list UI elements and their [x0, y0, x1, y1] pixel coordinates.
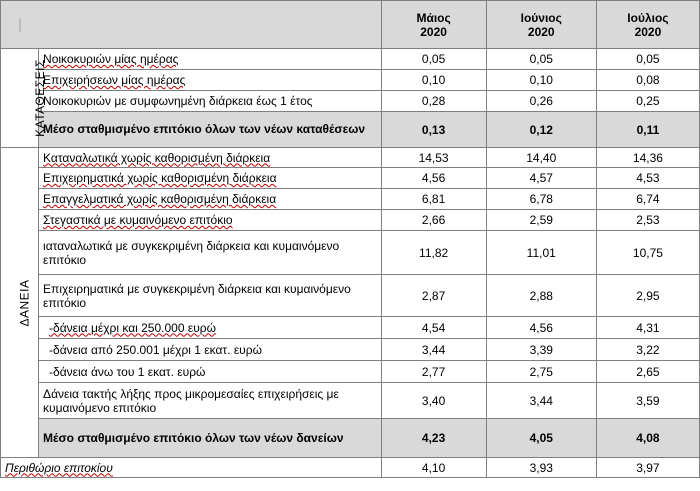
cell-value: 2,65 — [596, 361, 699, 383]
cell-value: 2,53 — [596, 210, 699, 231]
cell-value: 0,10 — [381, 70, 486, 91]
cell-value: 3,97 — [596, 458, 699, 478]
cell-value: 4,56 — [381, 168, 486, 189]
cell-value: 11,82 — [381, 231, 486, 275]
row-label: Μέσο σταθμισμένο επιτόκιο όλων των νέων καταθέσεων — [39, 112, 381, 148]
table-row — [1, 49, 700, 70]
header-month-2: Ιούνιος 2020 — [486, 1, 596, 49]
cell-value: 6,81 — [381, 189, 486, 210]
cell-value: 3,93 — [486, 458, 596, 478]
table-row — [1, 339, 700, 361]
row-label: Μέσο σταθμισμένο επιτόκιο όλων των νέων δανείων — [39, 419, 381, 458]
cell-value: 3,44 — [381, 339, 486, 361]
cell-value: 4,53 — [596, 168, 699, 189]
cell-value: 2,59 — [486, 210, 596, 231]
table-row — [1, 70, 700, 91]
row-label: Επιχειρήσεων μίας ημέρας — [43, 73, 186, 87]
table-row — [1, 361, 700, 383]
cell-value: 4,31 — [596, 317, 699, 339]
cell-value: 4,56 — [486, 317, 596, 339]
cell-value: 2,77 — [381, 361, 486, 383]
row-label: -δάνεια μέχρι και 250.000 ευρώ — [49, 320, 216, 335]
cell-value: 0,05 — [596, 49, 699, 70]
table-row — [1, 317, 700, 339]
row-label: Επαγγελματικά χωρίς καθορισμένη διάρκεια — [43, 192, 277, 206]
table-row — [1, 189, 700, 210]
row-label: Νοικοκυριών με συμφωνημένη διάρκεια έως 1 έτος — [39, 91, 381, 112]
cell-value: 10,75 — [596, 231, 699, 275]
deposits-average-row — [1, 112, 700, 148]
cell-value: 0,05 — [486, 49, 596, 70]
table-row — [1, 383, 700, 419]
cell-value: 0,26 — [486, 91, 596, 112]
row-label: Δάνεια τακτής λήξης προς μικρομεσαίες επιχειρήσεις με κυμαινόμενο επιτόκιο — [39, 383, 381, 419]
table-row — [1, 231, 700, 275]
cell-value: 2,75 — [486, 361, 596, 383]
cell-value: 3,59 — [596, 383, 699, 419]
table-row — [1, 275, 700, 317]
section-loans: ΔΑΝΕΙΑ — [1, 148, 39, 458]
cell-value: 3,22 — [596, 339, 699, 361]
cell-value: 2,88 — [486, 275, 596, 317]
footer-row — [1, 458, 700, 478]
table-row — [1, 210, 700, 231]
row-label: ιαταναλωτικά με συγκεκριμένη διάρκεια και κυμαινόμενο επιτόκιο — [39, 231, 381, 275]
cell-value: 4,05 — [486, 419, 596, 458]
cell-value: 0,11 — [596, 112, 699, 148]
cell-value: 4,57 — [486, 168, 596, 189]
cell-value: 3,40 — [381, 383, 486, 419]
cell-value: 14,36 — [596, 148, 699, 168]
cell-value: 2,87 — [381, 275, 486, 317]
cell-value: 0,25 — [596, 91, 699, 112]
cell-value: 6,78 — [486, 189, 596, 210]
row-label: -δάνεια άνω του 1 εκατ. ευρώ — [39, 361, 381, 383]
row-label: Επιχειρηματικά χωρίς καθορισμένη διάρκεια — [43, 171, 277, 185]
table-row — [1, 148, 700, 168]
row-label: Στεγαστικά με κυμαινόμενο επιτόκιο — [43, 213, 233, 227]
cell-value: 0,12 — [486, 112, 596, 148]
table-row — [1, 91, 700, 112]
loans-average-row — [1, 419, 700, 458]
header-row — [1, 1, 700, 49]
table-row — [1, 168, 700, 189]
cell-value: 0,13 — [381, 112, 486, 148]
row-label: Καταναλωτικά χωρίς καθορισμένη διάρκεια — [43, 150, 271, 165]
row-label: Νοικοκυριών μίας ημέρας — [43, 52, 179, 66]
cell-value: 6,74 — [596, 189, 699, 210]
cell-value: 3,39 — [486, 339, 596, 361]
cell-value: 14,53 — [381, 148, 486, 168]
cell-value: 0,05 — [381, 49, 486, 70]
header-corner — [1, 1, 382, 49]
cell-value: 11,01 — [486, 231, 596, 275]
section-deposits: ΚΑΤΑΘΕΣΕΙΣ — [1, 49, 39, 148]
cell-value: 4,08 — [596, 419, 699, 458]
cell-value: 14,40 — [486, 148, 596, 168]
column-grip-icon[interactable] — [19, 18, 21, 32]
cell-value: 0,28 — [381, 91, 486, 112]
header-month-3: Ιούλιος 2020 — [596, 1, 699, 49]
cell-value: 0,08 — [596, 70, 699, 91]
header-month-1: Μάιος 2020 — [381, 1, 486, 49]
cell-value: 2,66 — [381, 210, 486, 231]
footer-label: Περιθώριο επιτοκίου — [5, 460, 113, 475]
cell-value: 4,10 — [381, 458, 486, 478]
cell-value: 4,23 — [381, 419, 486, 458]
row-label: Επιχειρηματικά με συγκεκριμένη διάρκεια και κυμαινόμενο επιτόκιο — [39, 275, 381, 317]
cell-value: 2,95 — [596, 275, 699, 317]
cell-value: 0,10 — [486, 70, 596, 91]
cell-value: 3,44 — [486, 383, 596, 419]
cell-value: 4,54 — [381, 317, 486, 339]
row-label: -δάνεια από 250.001 μέχρι 1 εκατ. ευρώ — [39, 339, 381, 361]
